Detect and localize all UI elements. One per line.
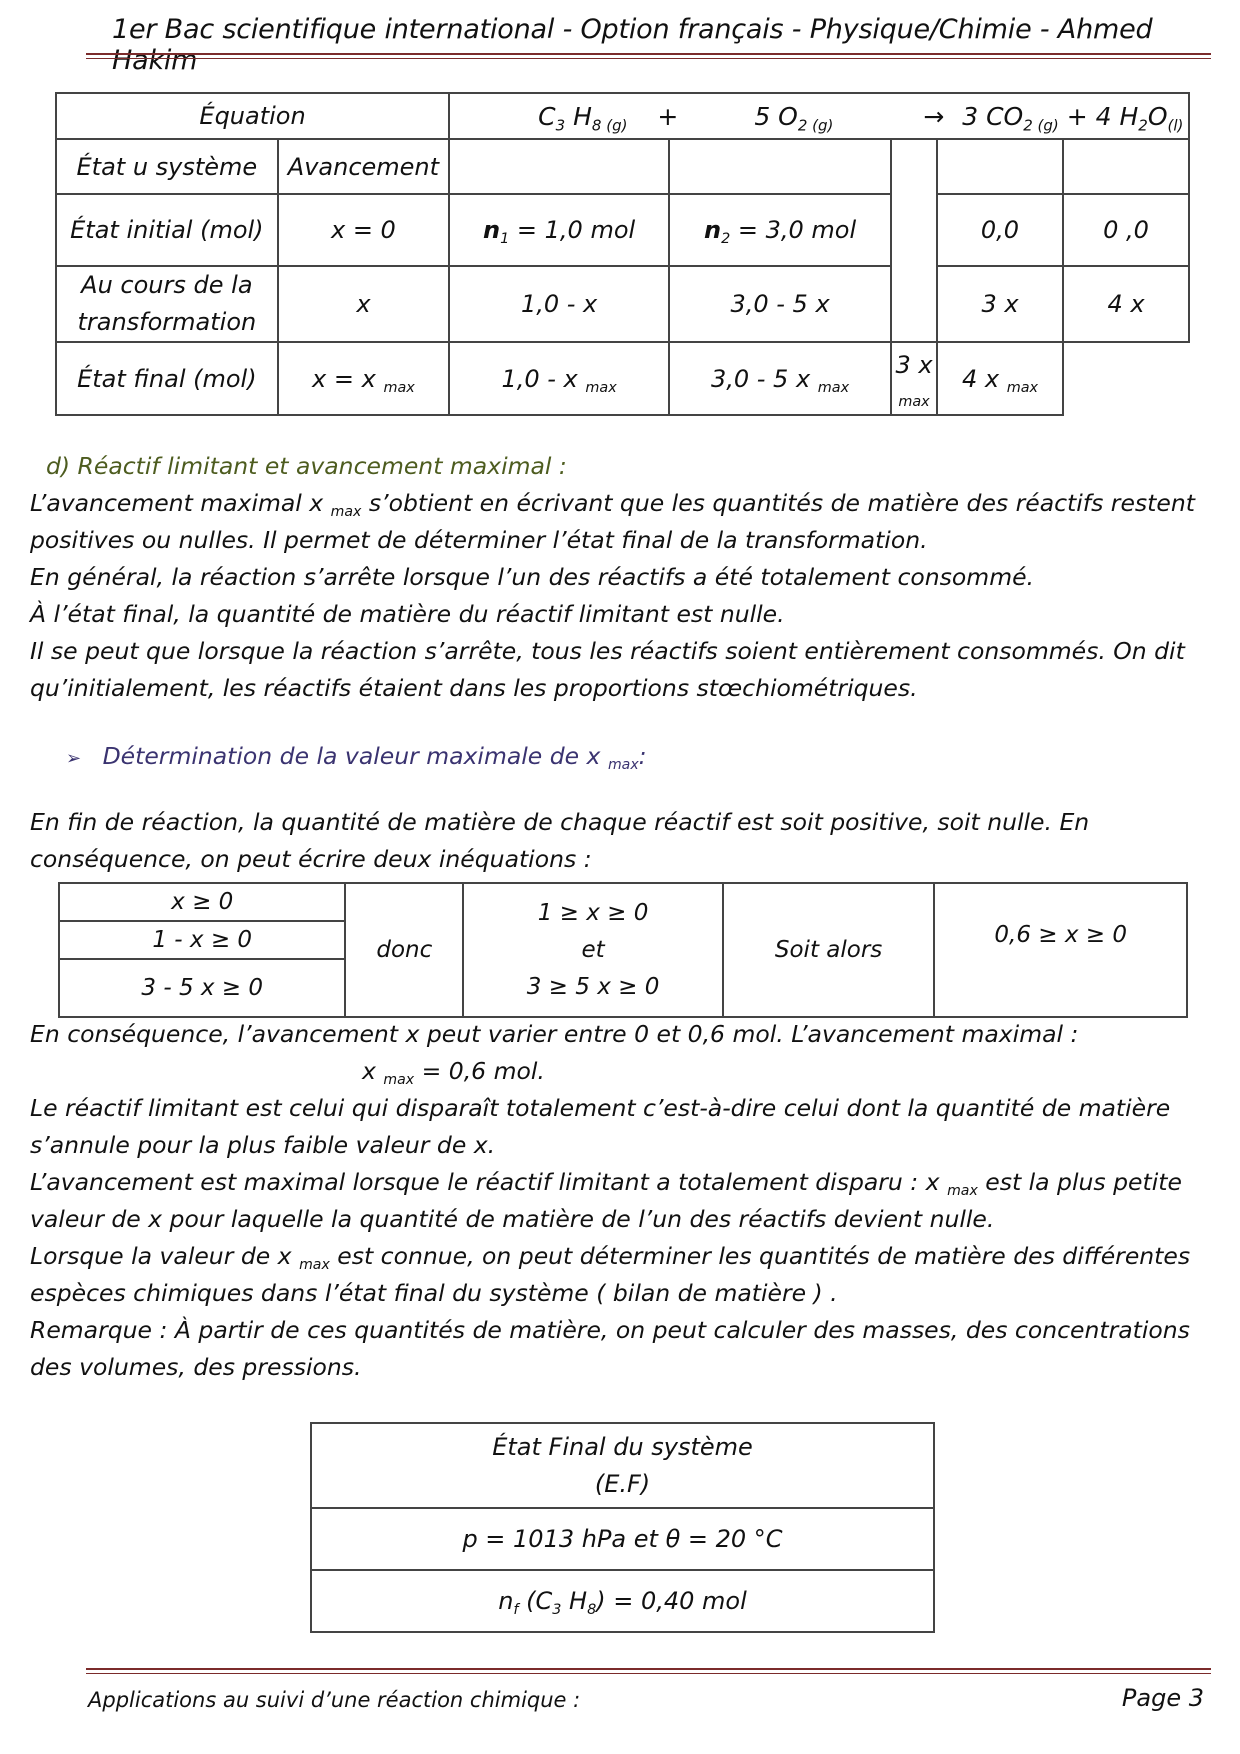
combined-inequations: 1 ≥ x ≥ 0 et 3 ≥ 5 x ≥ 0 [463,883,722,1017]
conclusion-body [30,1016,1215,1386]
paragraph: En conséquence, l’avancement x peut varier entre 0 et 0,6 mol. L’avancement maximal : [30,1020,1079,1048]
advancement-header: Avancement [278,139,449,194]
empty-cell [449,139,669,194]
bullet-heading: ➢ Détermination de la valeur maximale de x $_{max}$: [66,742,647,773]
header-rule [86,53,1211,59]
table-row [56,194,1189,266]
paragraph: En fin de réaction, la quantité de matière de chaque réactif est soit positive, soit nulle. En conséquence, on peut écrire deux inéquations : [30,808,1090,873]
arrow-bullet-icon: ➢ [66,748,82,769]
state-label: État final (mol) [56,342,278,415]
quantity-o2: $n_2 = 3,0$ mol [669,194,891,266]
quantity-co2: 3 x [937,266,1063,342]
quantity-h2o: 0 ,0 [1063,194,1189,266]
state-label: État initial (mol) [56,194,278,266]
quantity-h2o: 4 x [1063,266,1189,342]
quantity-o2: 3,0 - 5 x $_{max}$ [669,342,891,415]
footer-title: Applications au suivi d’une réaction chimique : [88,1688,581,1712]
paragraph: Lorsque la valeur de x $_{max}$ est connue, on peut déterminer les quantités de matière des différentes espèces chimiques dans l’état final du système ( bilan de matière ) . [30,1242,1191,1307]
footer-rule [86,1668,1211,1674]
empty-cell [1063,139,1189,194]
quantity-co2: 0,0 [937,194,1063,266]
advancement-cell: x = 0 [278,194,449,266]
section-title: d) Réactif limitant et avancement maximal : [46,452,567,480]
state-label: Au cours de la transformation [56,266,278,342]
separator-cell [891,139,937,342]
donc-cell: donc [345,883,463,1017]
final-state-title: État Final du système (E.F) [311,1423,934,1508]
quantity-h2o: 4 x $_{max}$ [937,342,1063,415]
paragraph: Le réactif limitant est celui qui disparaît totalement c’est-à-dire celui dont la quantité de matière s’annule pour la plus faible valeur de x. [30,1094,1171,1159]
quantity-c3h8: 1,0 - x $_{max}$ [449,342,669,415]
empty-cell [669,139,891,194]
paragraph: L’avancement maximal x $_{max}$ s’obtient en écrivant que les quantités de matière des réactifs restent positives ou nulles. Il permet de déterminer l’état final de la transformation. [30,489,1195,554]
equation-label: Équation [56,93,449,139]
result-inequation: 0,6 ≥ x ≥ 0 [934,883,1187,1017]
reaction-equation: $C_3$ $H_{8 (g)} + 5$ $O_{2 (g)} \to 3$ $CO_{2 (g)} + 4$ $H_2O_{(l)}$ [449,93,1189,139]
paragraph: En général, la réaction s’arrête lorsque l’un des réactifs a été totalement consommé. [30,563,1035,591]
conditions-row: p = 1013 hPa et θ = 20 °C [311,1508,934,1570]
advancement-cell: x = x $_{max}$ [278,342,449,415]
quantity-c3h8: 1,0 - x [449,266,669,342]
soit-alors-cell: Soit alors [723,883,935,1017]
remark: Remarque : À partir de ces quantités de matière, on peut calculer des masses, des concentrations des volumes, des pressions. [30,1316,1190,1381]
empty-cell [937,139,1063,194]
page-header: 1er Bac scientifique international - Option français - Physique/Chimie - Ahmed Hakim [112,14,1153,76]
xmax-value: x $_{max}$ = 0,6 mol. [362,1057,545,1088]
quantity-co2: 3 x $_{max}$ [891,342,937,415]
inequation-1: x ≥ 0 [59,883,345,921]
inequation-3: 3 - 5 x ≥ 0 [59,959,345,1017]
inequation-table [58,882,1188,1018]
quantity-o2: 3,0 - 5 x [669,266,891,342]
paragraph: À l’état final, la quantité de matière du réactif limitant est nulle. [30,600,785,628]
table-row [56,342,1189,415]
advancement-cell: x [278,266,449,342]
final-quantity-row: $n_f$ ($C_3$ $H_8) = 0,40$ mol [311,1570,934,1632]
quantity-c3h8: $n_1 = 1,0$ mol [449,194,669,266]
table-row [56,266,1189,342]
page-number: Page 3 [1121,1684,1204,1712]
inequation-2: 1 - x ≥ 0 [59,921,345,959]
state-header: État u système [56,139,278,194]
advancement-table [55,92,1190,416]
section-body [30,485,1215,707]
paragraph: L’avancement est maximal lorsque le réactif limitant a totalement disparu : x $_{max}$ est la plus petite valeur de x pour laquelle la quantité de matière de l’un des réactifs devient nulle. [30,1168,1182,1233]
final-state-table [310,1422,935,1633]
paragraph: Il se peut que lorsque la réaction s’arrête, tous les réactifs soient entièrement consommés. On dit qu’initialement, les réactifs étaient dans les proportions stœchiométriques. [30,637,1185,702]
